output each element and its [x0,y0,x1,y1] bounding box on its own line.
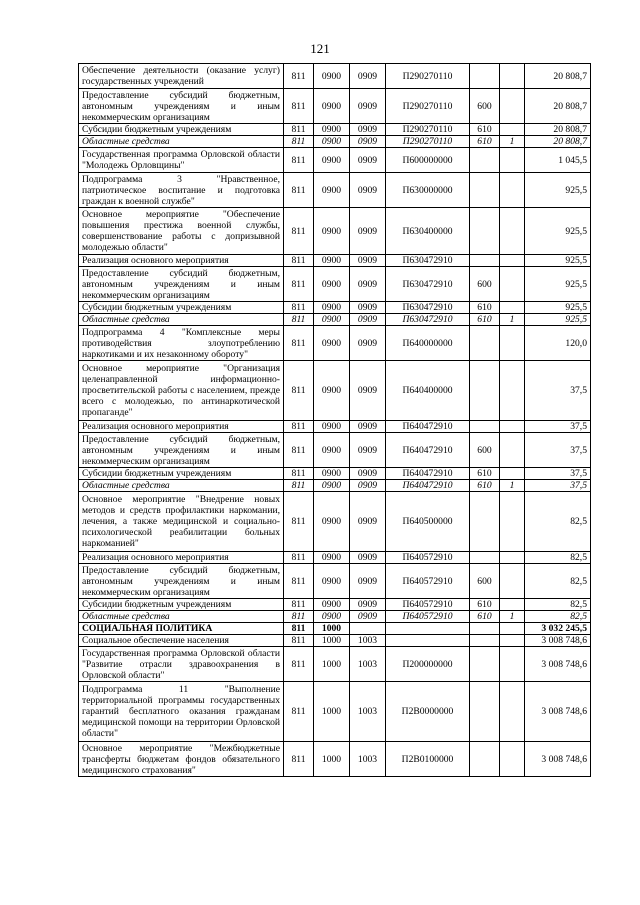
amount-cell: 37,5 [525,480,591,492]
subsection-code-cell: 0909 [350,611,386,623]
amount-cell: 925,5 [525,255,591,267]
line-name-cell: Предоставление субсидий бюджетным, автономным учреждениям и иным некоммерческим организациям [79,267,284,302]
expense-type-cell: 610 [470,314,500,326]
funding-source-cell [500,492,525,552]
expense-type-cell [470,173,500,208]
table-row [79,611,591,623]
table-row [79,255,591,267]
funding-source-cell [500,647,525,682]
expense-type-cell [470,421,500,433]
subsection-code-cell: 0909 [350,148,386,173]
admin-code-cell: 811 [284,468,314,480]
target-article-cell: П630472910 [386,255,470,267]
line-name-cell: Областные средства [79,480,284,492]
expense-type-cell [470,742,500,777]
target-article-cell: П290270110 [386,136,470,148]
target-article-cell: П290270110 [386,64,470,89]
target-article-cell: П640472910 [386,480,470,492]
line-name-cell: Предоставление субсидий бюджетным, автономным учреждениям и иным некоммерческим организациям [79,564,284,599]
expense-type-cell: 610 [470,302,500,314]
amount-cell: 1 045,5 [525,148,591,173]
table-row [79,148,591,173]
line-name-cell: Предоставление субсидий бюджетным, автономным учреждениям и иным некоммерческим организациям [79,89,284,124]
subsection-code-cell: 0909 [350,421,386,433]
funding-source-cell [500,552,525,564]
expense-type-cell: 600 [470,267,500,302]
funding-source-cell [500,421,525,433]
expense-type-cell [470,326,500,361]
admin-code-cell: 811 [284,492,314,552]
funding-source-cell [500,267,525,302]
subsection-code-cell: 0909 [350,64,386,89]
section-code-cell: 0900 [314,492,350,552]
amount-cell: 3 008 748,6 [525,742,591,777]
table-row [79,173,591,208]
section-code-cell: 0900 [314,314,350,326]
section-code-cell: 0900 [314,480,350,492]
section-code-cell: 1000 [314,742,350,777]
table-row [79,599,591,611]
expense-type-cell: 610 [470,480,500,492]
line-name-cell: Областные средства [79,611,284,623]
section-code-cell: 0900 [314,433,350,468]
amount-cell: 3 008 748,6 [525,635,591,647]
admin-code-cell: 811 [284,480,314,492]
table-row [79,492,591,552]
line-name-cell: Предоставление субсидий бюджетным, автономным учреждениям и иным некоммерческим организациям [79,433,284,468]
admin-code-cell: 811 [284,255,314,267]
target-article-cell: П640572910 [386,599,470,611]
admin-code-cell: 811 [284,148,314,173]
subsection-code-cell: 0909 [350,173,386,208]
amount-cell: 20 808,7 [525,136,591,148]
expense-type-cell [470,623,500,635]
section-code-cell: 0900 [314,421,350,433]
table-row [79,208,591,255]
line-name-cell: Обеспечение деятельности (оказание услуг) государственных учреждений [79,64,284,89]
amount-cell: 3 032 245,5 [525,623,591,635]
funding-source-cell: 1 [500,314,525,326]
table-row [79,267,591,302]
admin-code-cell: 811 [284,682,314,742]
target-article-cell: П200000000 [386,647,470,682]
admin-code-cell: 811 [284,742,314,777]
line-name-cell: Основное мероприятие "Внедрение новых методов и средств профилактики наркомании, лечения, а также медицинской и социально-психологической реабилитации больных наркоманией" [79,492,284,552]
section-code-cell: 0900 [314,148,350,173]
section-code-cell: 0900 [314,361,350,421]
amount-cell: 37,5 [525,421,591,433]
target-article-cell: П630400000 [386,208,470,255]
expense-type-cell [470,635,500,647]
subsection-code-cell: 0909 [350,564,386,599]
funding-source-cell: 1 [500,480,525,492]
target-article-cell: П600000000 [386,148,470,173]
subsection-code-cell: 0909 [350,552,386,564]
line-name-cell: Основное мероприятие "Обеспечение повышения престижа военной службы, совершенствование работы с допризывной молодежью области" [79,208,284,255]
section-code-cell: 1000 [314,635,350,647]
amount-cell: 20 808,7 [525,89,591,124]
funding-source-cell [500,64,525,89]
amount-cell: 3 008 748,6 [525,647,591,682]
amount-cell: 37,5 [525,433,591,468]
section-code-cell: 0900 [314,302,350,314]
section-code-cell: 0900 [314,136,350,148]
admin-code-cell: 811 [284,611,314,623]
target-article-cell: П630472910 [386,314,470,326]
section-code-cell: 0900 [314,89,350,124]
page-number: 121 [310,41,330,56]
table-row [79,64,591,89]
admin-code-cell: 811 [284,124,314,136]
subsection-code-cell: 0909 [350,433,386,468]
subsection-code-cell: 1003 [350,742,386,777]
funding-source-cell [500,635,525,647]
line-name-cell: Государственная программа Орловской области "Молодежь Орловщины" [79,148,284,173]
admin-code-cell: 811 [284,361,314,421]
admin-code-cell: 811 [284,89,314,124]
line-name-cell: Реализация основного мероприятия [79,421,284,433]
target-article-cell: П640472910 [386,421,470,433]
subsection-code-cell: 0909 [350,326,386,361]
amount-cell: 82,5 [525,552,591,564]
admin-code-cell: 811 [284,623,314,635]
table-row [79,552,591,564]
funding-source-cell [500,148,525,173]
expense-type-cell: 600 [470,433,500,468]
funding-source-cell [500,208,525,255]
target-article-cell: П640472910 [386,468,470,480]
admin-code-cell: 811 [284,314,314,326]
table-row [79,623,591,635]
subsection-code-cell: 0909 [350,89,386,124]
funding-source-cell: 1 [500,136,525,148]
subsection-code-cell: 0909 [350,267,386,302]
target-article-cell: П640500000 [386,492,470,552]
line-name-cell: Подпрограмма 3 "Нравственное, патриотическое воспитание и подготовка граждан к военной службе" [79,173,284,208]
amount-cell: 82,5 [525,492,591,552]
section-code-cell: 0900 [314,552,350,564]
expense-type-cell [470,208,500,255]
subsection-code-cell: 0909 [350,124,386,136]
admin-code-cell: 811 [284,326,314,361]
target-article-cell: П640472910 [386,433,470,468]
amount-cell: 82,5 [525,599,591,611]
funding-source-cell [500,326,525,361]
table-row [79,635,591,647]
admin-code-cell: 811 [284,433,314,468]
table-row [79,124,591,136]
admin-code-cell: 811 [284,136,314,148]
table-row [79,480,591,492]
expense-type-cell: 610 [470,136,500,148]
target-article-cell [386,623,470,635]
expense-type-cell: 600 [470,89,500,124]
funding-source-cell [500,623,525,635]
line-name-cell: Областные средства [79,136,284,148]
admin-code-cell: 811 [284,647,314,682]
target-article-cell: П630472910 [386,302,470,314]
subsection-code-cell: 0909 [350,208,386,255]
line-name-cell: Основное мероприятие "Организация целенаправленной информационно-просветительской работы с населением, прежде всего с молодежью, по антинаркотической пропаганде" [79,361,284,421]
admin-code-cell: 811 [284,302,314,314]
table-row [79,468,591,480]
subsection-code-cell: 0909 [350,361,386,421]
subsection-code-cell: 0909 [350,468,386,480]
section-code-cell: 0900 [314,124,350,136]
table-row [79,89,591,124]
expense-type-cell [470,682,500,742]
line-name-cell: Субсидии бюджетным учреждениям [79,599,284,611]
section-code-cell: 0900 [314,599,350,611]
expense-type-cell [470,552,500,564]
admin-code-cell: 811 [284,421,314,433]
expense-type-cell: 610 [470,599,500,611]
admin-code-cell: 811 [284,552,314,564]
table-row [79,421,591,433]
funding-source-cell: 1 [500,611,525,623]
expense-type-cell: 610 [470,468,500,480]
section-code-cell: 0900 [314,326,350,361]
table-row [79,564,591,599]
subsection-code-cell [350,623,386,635]
subsection-code-cell: 0909 [350,314,386,326]
subsection-code-cell: 1003 [350,682,386,742]
expense-type-cell [470,148,500,173]
funding-source-cell [500,361,525,421]
section-code-cell: 0900 [314,468,350,480]
section-code-cell: 0900 [314,208,350,255]
section-code-cell: 0900 [314,173,350,208]
funding-source-cell [500,255,525,267]
line-name-cell: Социальное обеспечение населения [79,635,284,647]
amount-cell: 925,5 [525,314,591,326]
amount-cell: 20 808,7 [525,64,591,89]
table-row [79,361,591,421]
amount-cell: 120,0 [525,326,591,361]
subsection-code-cell: 0909 [350,302,386,314]
admin-code-cell: 811 [284,64,314,89]
table-row [79,682,591,742]
funding-source-cell [500,124,525,136]
expense-type-cell [470,361,500,421]
target-article-cell: П290270110 [386,89,470,124]
line-name-cell: Реализация основного мероприятия [79,255,284,267]
admin-code-cell: 811 [284,267,314,302]
budget-table [78,63,591,777]
amount-cell: 20 808,7 [525,124,591,136]
target-article-cell: П640000000 [386,326,470,361]
expense-type-cell: 600 [470,564,500,599]
funding-source-cell [500,564,525,599]
table-row [79,302,591,314]
funding-source-cell [500,89,525,124]
line-name-cell: Подпрограмма 11 "Выполнение территориальной программы государственных гарантий бесплатного оказания гражданам медицинской помощи на территории Орловской области" [79,682,284,742]
expense-type-cell: 610 [470,611,500,623]
target-article-cell: П290270110 [386,124,470,136]
subsection-code-cell: 0909 [350,492,386,552]
admin-code-cell: 811 [284,635,314,647]
subsection-code-cell: 0909 [350,255,386,267]
admin-code-cell: 811 [284,173,314,208]
admin-code-cell: 811 [284,599,314,611]
funding-source-cell [500,302,525,314]
expense-type-cell [470,492,500,552]
line-name-cell: СОЦИАЛЬНАЯ ПОЛИТИКА [79,623,284,635]
subsection-code-cell: 1003 [350,647,386,682]
funding-source-cell [500,433,525,468]
subsection-code-cell: 0909 [350,599,386,611]
line-name-cell: Субсидии бюджетным учреждениям [79,302,284,314]
amount-cell: 925,5 [525,208,591,255]
budget-table-body [79,64,591,777]
amount-cell: 37,5 [525,361,591,421]
expense-type-cell [470,255,500,267]
expense-type-cell: 610 [470,124,500,136]
funding-source-cell [500,682,525,742]
subsection-code-cell: 0909 [350,136,386,148]
line-name-cell: Государственная программа Орловской области "Развитие отрасли здравоохранения в Орловской области" [79,647,284,682]
target-article-cell: П630472910 [386,267,470,302]
amount-cell: 3 008 748,6 [525,682,591,742]
amount-cell: 82,5 [525,564,591,599]
amount-cell: 37,5 [525,468,591,480]
admin-code-cell: 811 [284,564,314,599]
section-code-cell: 0900 [314,255,350,267]
admin-code-cell: 811 [284,208,314,255]
table-row [79,136,591,148]
line-name-cell: Основное мероприятие "Межбюджетные трансферты бюджетам фондов обязательного медицинского страхования" [79,742,284,777]
line-name-cell: Областные средства [79,314,284,326]
section-code-cell: 0900 [314,267,350,302]
section-code-cell: 1000 [314,682,350,742]
table-row [79,314,591,326]
line-name-cell: Субсидии бюджетным учреждениям [79,468,284,480]
funding-source-cell [500,742,525,777]
target-article-cell: П640572910 [386,611,470,623]
expense-type-cell [470,647,500,682]
table-row [79,326,591,361]
expense-type-cell [470,64,500,89]
funding-source-cell [500,468,525,480]
table-row [79,433,591,468]
section-code-cell: 0900 [314,564,350,599]
target-article-cell: П2В0000000 [386,682,470,742]
funding-source-cell [500,173,525,208]
target-article-cell: П2В0100000 [386,742,470,777]
amount-cell: 925,5 [525,173,591,208]
amount-cell: 925,5 [525,302,591,314]
section-code-cell: 0900 [314,64,350,89]
line-name-cell: Реализация основного мероприятия [79,552,284,564]
target-article-cell: П640572910 [386,564,470,599]
table-row [79,647,591,682]
section-code-cell: 0900 [314,611,350,623]
funding-source-cell [500,599,525,611]
target-article-cell: П630000000 [386,173,470,208]
amount-cell: 925,5 [525,267,591,302]
subsection-code-cell: 1003 [350,635,386,647]
table-row [79,742,591,777]
line-name-cell: Подпрограмма 4 "Комплексные меры противодействия злоупотреблению наркотиками и их незаконному обороту" [79,326,284,361]
target-article-cell [386,635,470,647]
subsection-code-cell: 0909 [350,480,386,492]
section-code-cell: 1000 [314,623,350,635]
target-article-cell: П640572910 [386,552,470,564]
line-name-cell: Субсидии бюджетным учреждениям [79,124,284,136]
section-code-cell: 1000 [314,647,350,682]
target-article-cell: П640400000 [386,361,470,421]
amount-cell: 82,5 [525,611,591,623]
